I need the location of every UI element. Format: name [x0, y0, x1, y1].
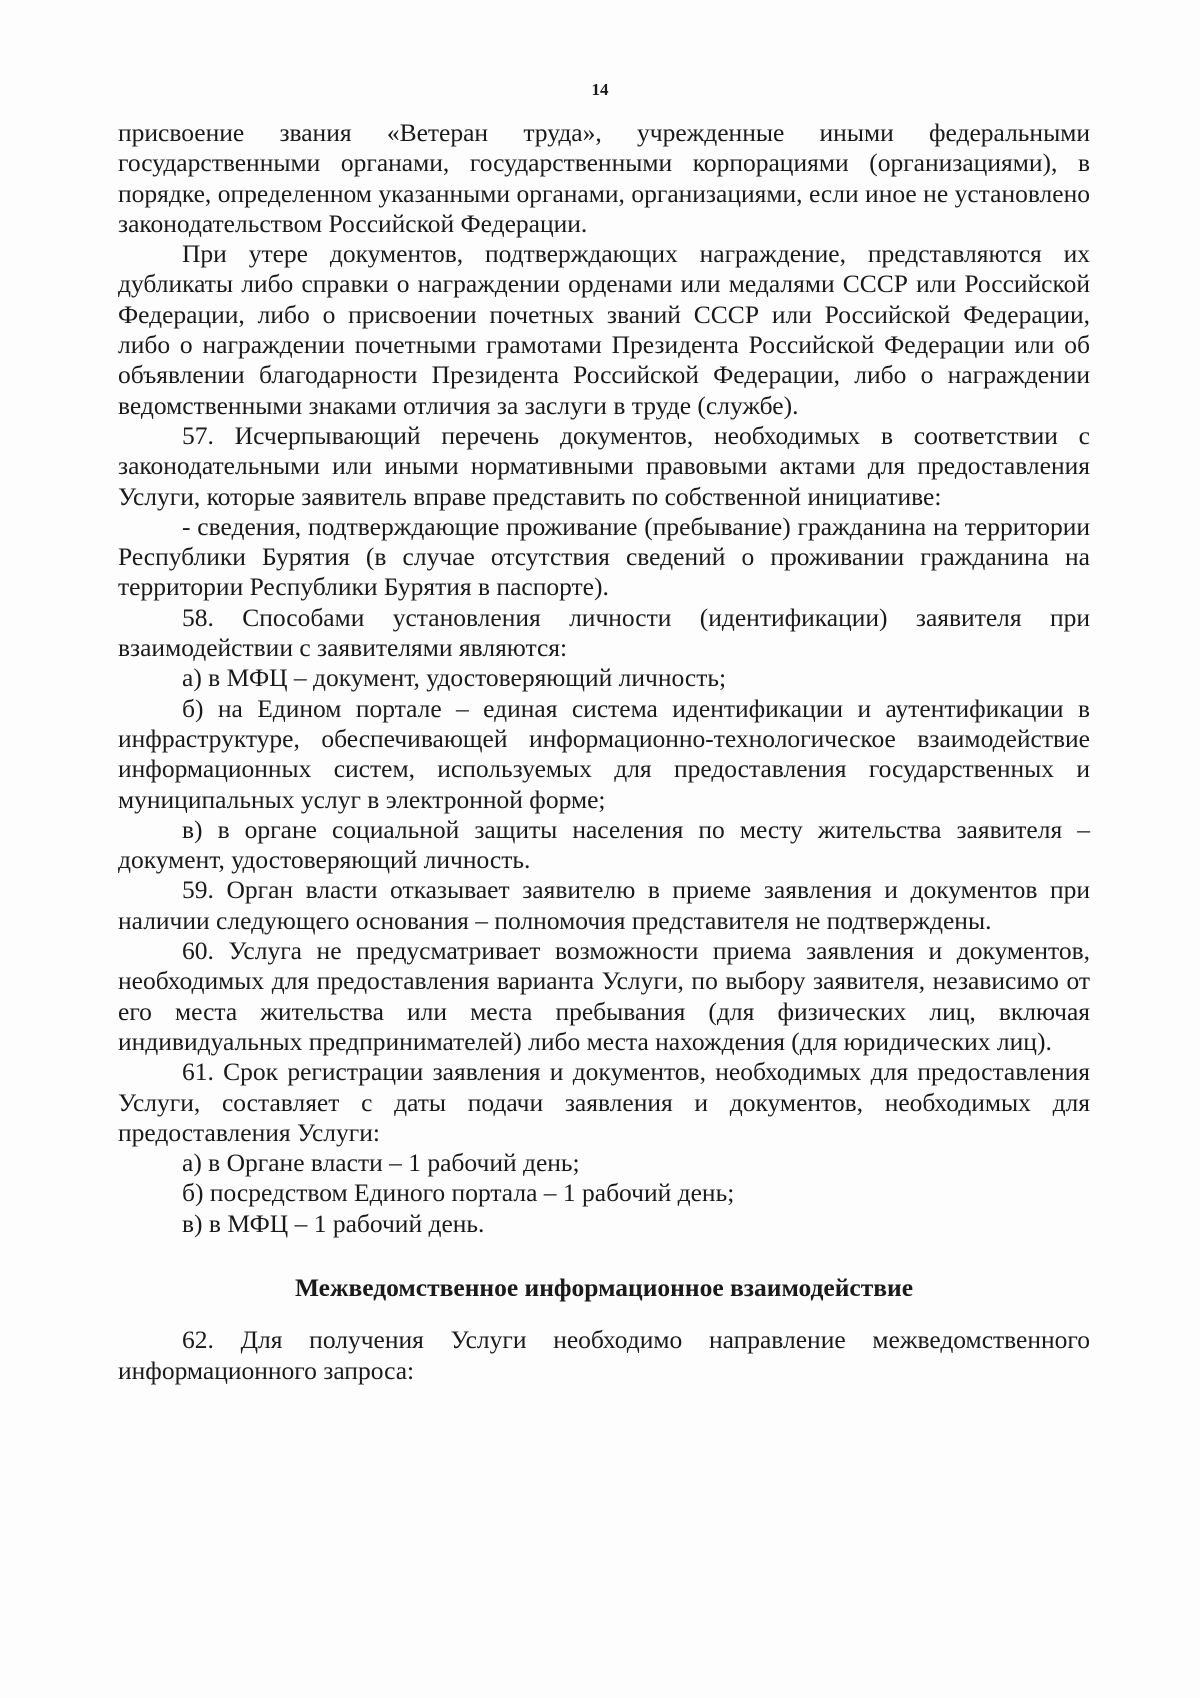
- paragraph-58: 58. Способами установления личности (идентификации) заявителя при взаимодействии с заявителями являются:: [118, 602, 1090, 663]
- paragraph-58-b: б) на Едином портале – единая система идентификации и аутентификации в инфраструктуре, обеспечивающей информационно-технологическое взаимодействие информационных систем, используемых для предоставления государственных и муниципальных услуг в электронной форме;: [118, 693, 1090, 814]
- paragraph-57: 57. Исчерпывающий перечень документов, необходимых в соответствии с законодательными или иными нормативными правовыми актами для предоставления Услуги, которые заявитель вправе представить по собственной инициативе:: [118, 420, 1090, 511]
- paragraph-61: 61. Срок регистрации заявления и документов, необходимых для предоставления Услуги, составляет с даты подачи заявления и документов, необходимых для предоставления Услуги:: [118, 1057, 1090, 1147]
- paragraph-61-v: в) в МФЦ – 1 рабочий день.: [182, 1208, 485, 1238]
- page-number: 14: [591, 80, 609, 99]
- section-heading: Межведомственное информационное взаимодействие: [294, 1272, 914, 1302]
- paragraph-62: 62. Для получения Услуги необходимо направление межведомственного информационного запроса:: [118, 1325, 1090, 1385]
- paragraph-60: 60. Услуга не предусматривает возможности приема заявления и документов, необходимых для предоставления варианта Услуги, по выбору заявителя, независимо от его места жительства или места пребывания (для физических лиц, включая индивидуальных предпринимателей) либо места нахождения (для юридических лиц).: [118, 936, 1090, 1056]
- paragraph-61-a: а) в Органе власти – 1 рабочий день;: [182, 1148, 580, 1178]
- paragraph-58-a: а) в МФЦ – документ, удостоверяющий личность;: [182, 663, 727, 693]
- document-body: [118, 118, 1090, 1386]
- paragraph-lost-documents: При утере документов, подтверждающих награждение, представляются их дубликаты либо справки о награждении орденами или медалями СССР или Российской Федерации, либо о присвоении почетных званий СССР или Российской Федерации, либо о награждении почетными грамотами Президента Российской Федерации или об объявлении благодарности Президента Российской Федерации, либо о награждении ведомственными знаками отличия за заслуги в труде (службе).: [118, 239, 1090, 420]
- paragraph-61-b: б) посредством Единого портала – 1 рабочий день;: [182, 1178, 735, 1208]
- paragraph-veteran-title: присвоение звания «Ветеран труда», учрежденные иными федеральными государственными органами, государственными корпорациями (организациями), в порядке, определенном указанными органами, организациями, если иное не установлено законодательством Российской Федерации.: [118, 118, 1090, 238]
- paragraph-57-item: - сведения, подтверждающие проживание (пребывание) гражданина на территории Республики Бурятия (в случае отсутствия сведений о проживании гражданина на территории Республики Бурятия в паспорте).: [118, 511, 1090, 602]
- paragraph-59: 59. Орган власти отказывает заявителю в приеме заявления и документов при наличии следующего основания – полномочия представителя не подтверждены.: [118, 875, 1090, 935]
- paragraph-58-v: в) в органе социальной защиты населения по месту жительства заявителя – документ, удостоверяющий личность.: [118, 814, 1090, 875]
